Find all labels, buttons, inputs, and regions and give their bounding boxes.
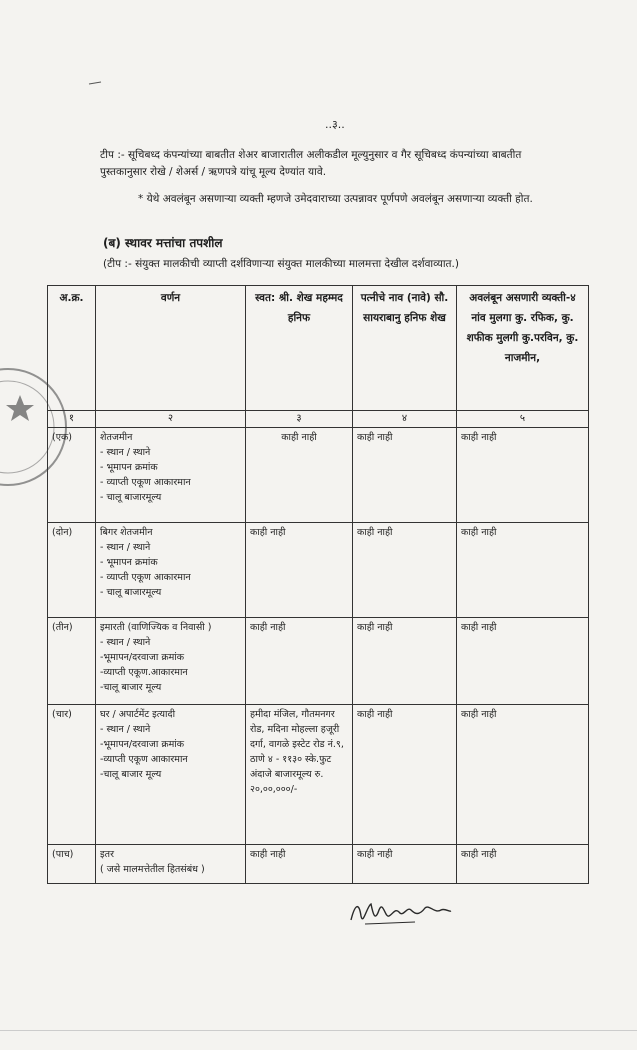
section-note: (टीप :- संयुक्त मालकीची व्याप्ती दर्शविणाऱ्या संयुक्त मालकीच्या मालमत्ता देखील दर्शवाव्यात.) — [103, 258, 459, 270]
column-number-row — [48, 411, 589, 428]
description-line: -व्याप्ती एकूण.आकारमान — [100, 667, 188, 678]
immovable-assets-table — [47, 285, 589, 884]
row-serial: (पाच) — [48, 845, 96, 884]
row-description — [96, 845, 246, 884]
column-number: ४ — [353, 411, 457, 428]
description-line: ( जसे मालमत्तेतील हितसंबंध ) — [100, 864, 205, 875]
row-serial: (तीन) — [48, 618, 96, 705]
table-header-row — [48, 286, 589, 411]
row-serial: (दोन) — [48, 523, 96, 618]
description-line: -चालू बाजार मूल्य — [100, 682, 162, 693]
row-serial: (एक) — [48, 428, 96, 523]
row-description — [96, 618, 246, 705]
column-number: १ — [48, 411, 96, 428]
description-line: - व्याप्ती एकूण आकारमान — [100, 477, 191, 488]
table-row — [48, 618, 589, 705]
description-line: - स्थान / स्थाने — [100, 542, 151, 553]
section-title: (ब) स्थावर मत्तांचा तपशील — [103, 236, 223, 250]
row-self-value: काही नाही — [246, 523, 353, 618]
description-line: -भूमापन/दरवाजा क्रमांक — [100, 739, 185, 750]
signature — [345, 896, 455, 930]
description-line: - स्थान / स्थाने — [100, 447, 151, 458]
row-spouse-value: काही नाही — [353, 618, 457, 705]
table-row — [48, 428, 589, 523]
row-self-value: काही नाही — [246, 618, 353, 705]
row-self-value: हमीदा मंजिल, गौतमनगर रोड, मदिना मोहल्ला हजूरी दर्गा, वागळे इस्टेट रोड नं.९, ठाणे ४ - ११३० स्के.फुट अंदाजे बाजारमूल्य रु. २०,००,०००/- — [246, 705, 353, 845]
row-spouse-value: काही नाही — [353, 428, 457, 523]
row-description — [96, 428, 246, 523]
row-spouse-value: काही नाही — [353, 845, 457, 884]
row-dependents-value: काही नाही — [457, 428, 589, 523]
row-dependents-value: काही नाही — [457, 845, 589, 884]
description-line: - भूमापन क्रमांक — [100, 462, 158, 473]
row-description — [96, 523, 246, 618]
scan-mark — [88, 70, 102, 74]
description-line: -भूमापन/दरवाजा क्रमांक — [100, 652, 185, 663]
row-self-value: काही नाही — [246, 845, 353, 884]
table-row — [48, 705, 589, 845]
description-line: -चालू बाजार मूल्य — [100, 769, 162, 780]
column-number: ५ — [457, 411, 589, 428]
column-number: ३ — [246, 411, 353, 428]
description-line: बिगर शेतजमीन — [100, 527, 153, 538]
header-dependents: अवलंबून असणारी व्यक्ती-४ नांव मुलगा कु. रफिक, कु. शफीक मुलगी कु.परविन, कु. नाजमीन, — [457, 286, 589, 411]
row-spouse-value: काही नाही — [353, 705, 457, 845]
table-row — [48, 523, 589, 618]
header-description: वर्णन — [96, 286, 246, 411]
description-line: शेतजमीन — [100, 432, 133, 443]
description-line: - स्थान / स्थाने — [100, 724, 151, 735]
description-line: घर / अपार्टमेंट इत्यादी — [100, 709, 176, 720]
description-line: - व्याप्ती एकूण आकारमान — [100, 572, 191, 583]
description-line: - चालू बाजारमूल्य — [100, 492, 162, 503]
row-self-value: काही नाही — [246, 428, 353, 523]
header-self: स्वत: श्री. शेख महम्मद हनिफ — [246, 286, 353, 411]
description-line: इमारती (वाणिज्यिक व निवासी ) — [100, 622, 212, 633]
page-number: ..३.. — [325, 118, 345, 131]
description-line: - स्थान / स्थाने — [100, 637, 151, 648]
header-serial: अ.क्र. — [48, 286, 96, 411]
row-spouse-value: काही नाही — [353, 523, 457, 618]
table-row — [48, 845, 589, 884]
note-securities-valuation: टीप :- सूचिबध्द कंपन्यांच्या बाबतीत शेअर बाजारातील अलीकडील मूल्युनुसार व गैर सूचिबध्द कंपन्यांच्या बाबतीत पुस्तकानुसार रोखे / शेअर्स / ऋणपत्रे यांचू मूल्य देण्यांत यावे. — [100, 149, 522, 178]
description-line: - चालू बाजारमूल्य — [100, 587, 162, 598]
row-serial: (चार) — [48, 705, 96, 845]
row-dependents-value: काही नाही — [457, 523, 589, 618]
description-line: -व्याप्ती एकूण आकारमान — [100, 754, 188, 765]
description-line: - भूमापन क्रमांक — [100, 557, 158, 568]
row-dependents-value: काही नाही — [457, 705, 589, 845]
note-dependents-definition: * येथे अवलंबून असणाऱ्या व्यक्ती म्हणजे उमेदवाराच्या उत्पन्नावर पूर्णपणे अवलंबून असणाऱ्या व्यक्ती होत. — [138, 193, 533, 205]
header-spouse: पत्नीचे नाव (नावे) सौ. सायराबानु हनिफ शेख — [353, 286, 457, 411]
row-description — [96, 705, 246, 845]
page-edge — [0, 1030, 637, 1031]
description-line: इतर — [100, 849, 114, 860]
column-number: २ — [96, 411, 246, 428]
row-dependents-value: काही नाही — [457, 618, 589, 705]
